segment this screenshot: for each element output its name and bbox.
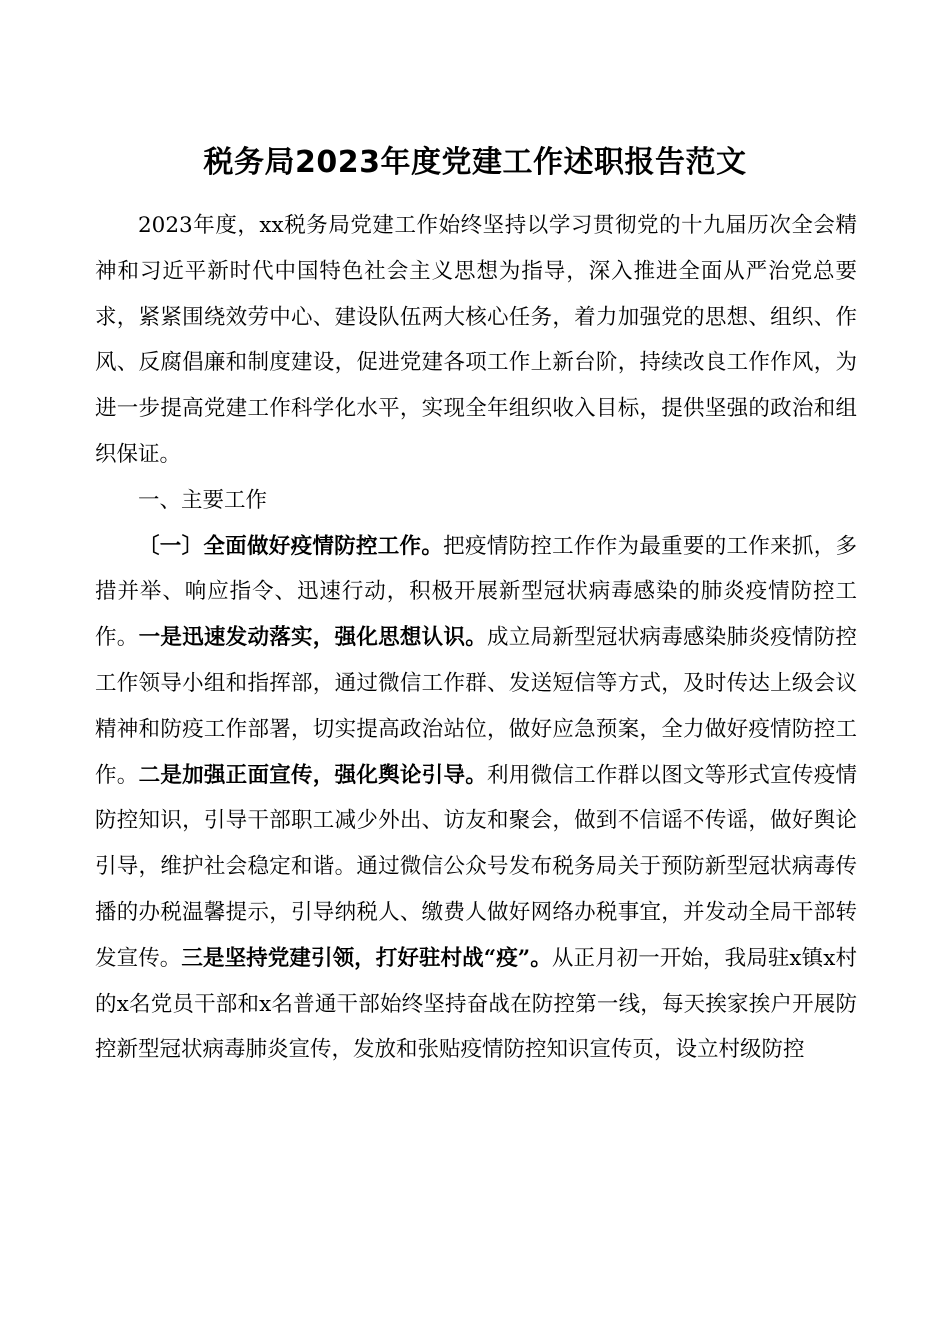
- point-three-text: 从正月初一开始，我局驻x镇x村的x名党员干部和x名普通干部始终坚持奋战在防控第一线，每天挨家挨户开展防控新型冠状病毒肺炎宣传，发放和张贴疫情防控知识宣传页，设立村级防控: [95, 945, 857, 1063]
- point-three-title: 三是坚持党建引领，打好驻村战“疫”。: [181, 945, 552, 971]
- document-body: [95, 203, 857, 1073]
- point-one-title: 一是迅速发动落实，强化思想认识。: [138, 625, 488, 651]
- subsection-heading: 〔一〕全面做好疫情防控工作。: [138, 533, 444, 559]
- subsection-epidemic-paragraph: [95, 524, 857, 1074]
- subsection-text: 把疫情防控工作作为最重要的工作来抓，多措并举、响应指令、迅速行动，积极开展新型冠状病毒感染的肺炎疫情防控工作。: [95, 533, 857, 651]
- point-one-text: 成立局新型冠状病毒感染肺炎疫情防控工作领导小组和指挥部，通过微信工作群、发送短信等方式，及时传达上级会议精神和防疫工作部署，切实提高政治站位，做好应急预案，全力做好疫情防控工作。: [95, 625, 857, 788]
- document-title: 税务局2023年度党建工作述职报告范文: [203, 145, 747, 180]
- section-heading-main-work: 一、主要工作: [138, 487, 268, 513]
- point-two-text: 利用微信工作群以图文等形式宣传疫情防控知识，引导干部职工减少外出、访友和聚会，做到不信谣不传谣，做好舆论引导，维护社会稳定和谐。通过微信公众号发布税务局关于预防新型冠状病毒传播的办税温馨提示，引导纳税人、缴费人做好网络办税事宜，并发动全局干部转发宣传。: [95, 762, 857, 971]
- point-two-title: 二是加强正面宣传，强化舆论引导。: [138, 762, 488, 788]
- intro-paragraph: 2023年度，xx税务局党建工作始终坚持以学习贯彻党的十九届历次全会精神和习近平新时代中国特色社会主义思想为指导，深入推进全面从严治党总要求，紧紧围绕效劳中心、建设队伍两大核心任务，着力加强党的思想、组织、作风、反腐倡廉和制度建设，促进党建各项工作上新台阶，持续改良工作作风，为进一步提高党建工作科学化水平，实现全年组织收入目标，提供坚强的政治和组织保证。: [95, 213, 857, 467]
